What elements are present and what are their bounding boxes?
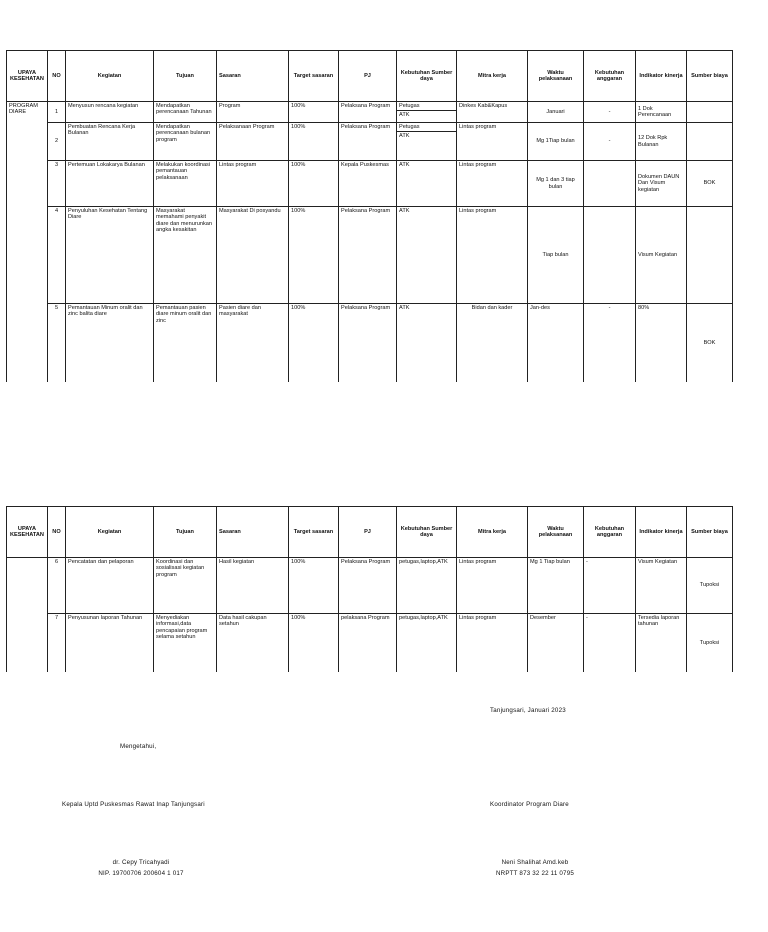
row-sasaran: Program xyxy=(217,102,289,123)
row-sumber-daya: petugas,laptop,ATK xyxy=(397,558,457,614)
row-waktu: Mg 1 Tiap bulan xyxy=(528,558,584,614)
row-mitra: Bidan dan kader xyxy=(457,304,528,382)
header-tujuan: Tujuan xyxy=(154,507,217,558)
row-target: 100% xyxy=(289,207,339,304)
row-indikator: 1 Dok Perencanaan xyxy=(636,102,687,123)
row-anggaran: - xyxy=(584,123,636,161)
row-sumber-daya xyxy=(397,102,457,123)
header-indikator: Indikator kinerja xyxy=(636,507,687,558)
row-anggaran xyxy=(584,207,636,304)
row-kegiatan: Pencatatan dan pelaporan xyxy=(66,558,154,614)
row-no: 1 xyxy=(48,102,66,123)
left-signer-name: dr. Cepy Tricahyadi xyxy=(112,859,170,866)
header-waktu: Waktu pelaksanaan xyxy=(528,507,584,558)
row-pj: Pelaksana Program xyxy=(339,304,397,382)
header-no: NO xyxy=(48,51,66,102)
row-no: 5 xyxy=(48,304,66,382)
row-sumber-daya: ATK xyxy=(397,207,457,304)
row-waktu: Desember xyxy=(528,614,584,672)
header-mitra: Mitra kerja xyxy=(457,507,528,558)
header-pj: PJ xyxy=(339,507,397,558)
row-tujuan: Mendapatkan perencanaan bulanan program xyxy=(154,123,217,161)
row-tujuan: Menyediakan informasi,data pencapaian program selama setahun xyxy=(154,614,217,672)
upaya-cell xyxy=(7,558,48,672)
row-target: 100% xyxy=(289,102,339,123)
row-mitra: Lintas program xyxy=(457,161,528,207)
row-sasaran: Data hasil cakupan setahun xyxy=(217,614,289,672)
header-upaya: UPAYA KESEHATAN xyxy=(7,507,48,558)
row-waktu: Mg 1Tiap bulan xyxy=(528,123,584,161)
row-sumber-daya: ATK xyxy=(397,304,457,382)
header-kegiatan: Kegiatan xyxy=(66,51,154,102)
row-indikator: Tersedia laporan tahunan xyxy=(636,614,687,672)
row-tujuan: Melakukan koordinasi pemantauan pelaksanaan xyxy=(154,161,217,207)
row-sumber-daya: ATK xyxy=(397,161,457,207)
header-kegiatan: Kegiatan xyxy=(66,507,154,558)
row-target: 100% xyxy=(289,558,339,614)
program-plan-table-1 xyxy=(6,50,733,382)
upaya-cell: PROGRAM DIARE xyxy=(7,102,48,382)
row-indikator: 12 Dok Rpk Bulanan xyxy=(636,123,687,161)
row-anggaran: - xyxy=(584,558,636,614)
header-biaya: Sumber biaya xyxy=(687,507,733,558)
row-sasaran: Pasien diare dan masyarakat xyxy=(217,304,289,382)
row-biaya: Tupoksi xyxy=(687,558,733,614)
sumber-daya-a: Petugas xyxy=(397,123,456,132)
header-indikator: Indikator kinerja xyxy=(636,51,687,102)
right-signer-name: Neni Shalihat Amd.keb xyxy=(501,859,569,866)
row-mitra: Lintas program xyxy=(457,614,528,672)
place-date: Tanjungsari, Januari 2023 xyxy=(490,707,566,714)
table-row xyxy=(7,161,733,207)
row-no: 7 xyxy=(48,614,66,672)
row-kegiatan: Penyusunan laporan Tahunan xyxy=(66,614,154,672)
row-no: 4 xyxy=(48,207,66,304)
row-target: 100% xyxy=(289,161,339,207)
header-target: Target sasaran xyxy=(289,507,339,558)
row-sumber-daya: petugas,laptop,ATK xyxy=(397,614,457,672)
header-sasaran: Sasaran xyxy=(217,507,289,558)
row-target: 100% xyxy=(289,304,339,382)
table-row xyxy=(7,304,733,382)
row-sasaran: Lintas program xyxy=(217,161,289,207)
row-indikator: Visum Kegiatan xyxy=(636,207,687,304)
row-waktu: Mg 1 dan 3 tiap bulan xyxy=(528,161,584,207)
table-row xyxy=(7,102,733,123)
header-waktu: Waktu pelaksanaan xyxy=(528,51,584,102)
row-pj: Pelaksana Program xyxy=(339,102,397,123)
row-indikator: Dokumen DAUN Dan Visum kegiatan xyxy=(636,161,687,207)
row-pj: Kepala Puskesmas xyxy=(339,161,397,207)
row-no: 6 xyxy=(48,558,66,614)
row-biaya: Tupoksi xyxy=(687,614,733,672)
row-anggaran: - xyxy=(584,102,636,123)
row-anggaran: - xyxy=(584,304,636,382)
row-pj: Pelaksana Program xyxy=(339,207,397,304)
left-signer-nip: NIP. 19700706 200604 1 017 xyxy=(98,870,184,877)
row-kegiatan: Pembuatan Rencana Kerja Bulanan xyxy=(66,123,154,161)
header-pj: PJ xyxy=(339,51,397,102)
row-indikator: Visum Kegiatan xyxy=(636,558,687,614)
header-sasaran: Sasaran xyxy=(217,51,289,102)
row-sasaran: Pelaksanaan Program xyxy=(217,123,289,161)
row-mitra: Lintas program xyxy=(457,207,528,304)
header-tujuan: Tujuan xyxy=(154,51,217,102)
left-signer-title: Kepala Uptd Puskesmas Rawat Inap Tanjungsari xyxy=(62,801,205,808)
header-anggaran: Kebutuhan anggaran xyxy=(584,51,636,102)
row-mitra: Lintas program xyxy=(457,123,528,161)
row-biaya: BOK xyxy=(687,304,733,382)
row-waktu: Jan-des xyxy=(528,304,584,382)
header-anggaran: Kebutuhan anggaran xyxy=(584,507,636,558)
row-biaya xyxy=(687,207,733,304)
header-target: Target sasaran xyxy=(289,51,339,102)
row-pj: pelaksana Program xyxy=(339,614,397,672)
row-sasaran: Hasil kegiatan xyxy=(217,558,289,614)
header-row xyxy=(7,51,733,102)
row-tujuan: Masyarakat memahami penyakit diare dan menurunkan angka kesakitan xyxy=(154,207,217,304)
table-row xyxy=(7,614,733,672)
row-kegiatan: Pemantauan Minum oralit dan zinc balita diare xyxy=(66,304,154,382)
row-tujuan: Pemantauan pasien diare minum oralit dan zinc xyxy=(154,304,217,382)
row-tujuan: Koordinasi dan sosialisasi kegiatan program xyxy=(154,558,217,614)
row-anggaran: - xyxy=(584,614,636,672)
row-kegiatan: Menyusun rencana kegiatan xyxy=(66,102,154,123)
header-sumber-daya: Kebutuhan Sumber daya xyxy=(397,51,457,102)
row-waktu: Januari xyxy=(528,102,584,123)
row-tujuan: Mendapatkan perencanaan Tahunan xyxy=(154,102,217,123)
right-signer-title: Koordinator Program Diare xyxy=(490,801,569,808)
sumber-daya-b: ATK xyxy=(399,133,410,140)
row-no: 3 xyxy=(48,161,66,207)
right-signer-nip: NRPTT 873 32 22 11 0795 xyxy=(496,870,574,877)
row-target: 100% xyxy=(289,614,339,672)
program-plan-table-2 xyxy=(6,506,733,672)
row-anggaran xyxy=(584,161,636,207)
header-row xyxy=(7,507,733,558)
sumber-daya-b: ATK xyxy=(399,112,410,119)
row-kegiatan: Pertemuan Lokakarya Bulanan xyxy=(66,161,154,207)
row-mitra: Dinkes Kab&Kapus xyxy=(457,102,528,123)
sumber-daya-a: Petugas xyxy=(397,102,456,111)
row-sasaran: Masyarakat Di posyandu xyxy=(217,207,289,304)
row-pj: Pelaksana Program xyxy=(339,558,397,614)
row-indikator: 80% xyxy=(636,304,687,382)
row-biaya: BOK xyxy=(687,161,733,207)
acknowledged-label: Mengetahui, xyxy=(120,743,157,750)
table-row xyxy=(7,207,733,304)
header-biaya: Sumber biaya xyxy=(687,51,733,102)
row-pj: Pelaksana Program xyxy=(339,123,397,161)
table-row xyxy=(7,123,733,161)
row-biaya xyxy=(687,102,733,123)
row-waktu: Tiap bulan xyxy=(528,207,584,304)
header-no: NO xyxy=(48,507,66,558)
header-sumber-daya: Kebutuhan Sumber daya xyxy=(397,507,457,558)
row-no: 2 xyxy=(48,123,66,161)
row-kegiatan: Penyuluhan Kesehatan Tentang Diare xyxy=(66,207,154,304)
header-mitra: Mitra kerja xyxy=(457,51,528,102)
header-upaya: UPAYA KESEHATAN xyxy=(7,51,48,102)
row-mitra: Lintas program xyxy=(457,558,528,614)
table-row xyxy=(7,558,733,614)
row-biaya xyxy=(687,123,733,161)
row-sumber-daya xyxy=(397,123,457,161)
row-target: 100% xyxy=(289,123,339,161)
